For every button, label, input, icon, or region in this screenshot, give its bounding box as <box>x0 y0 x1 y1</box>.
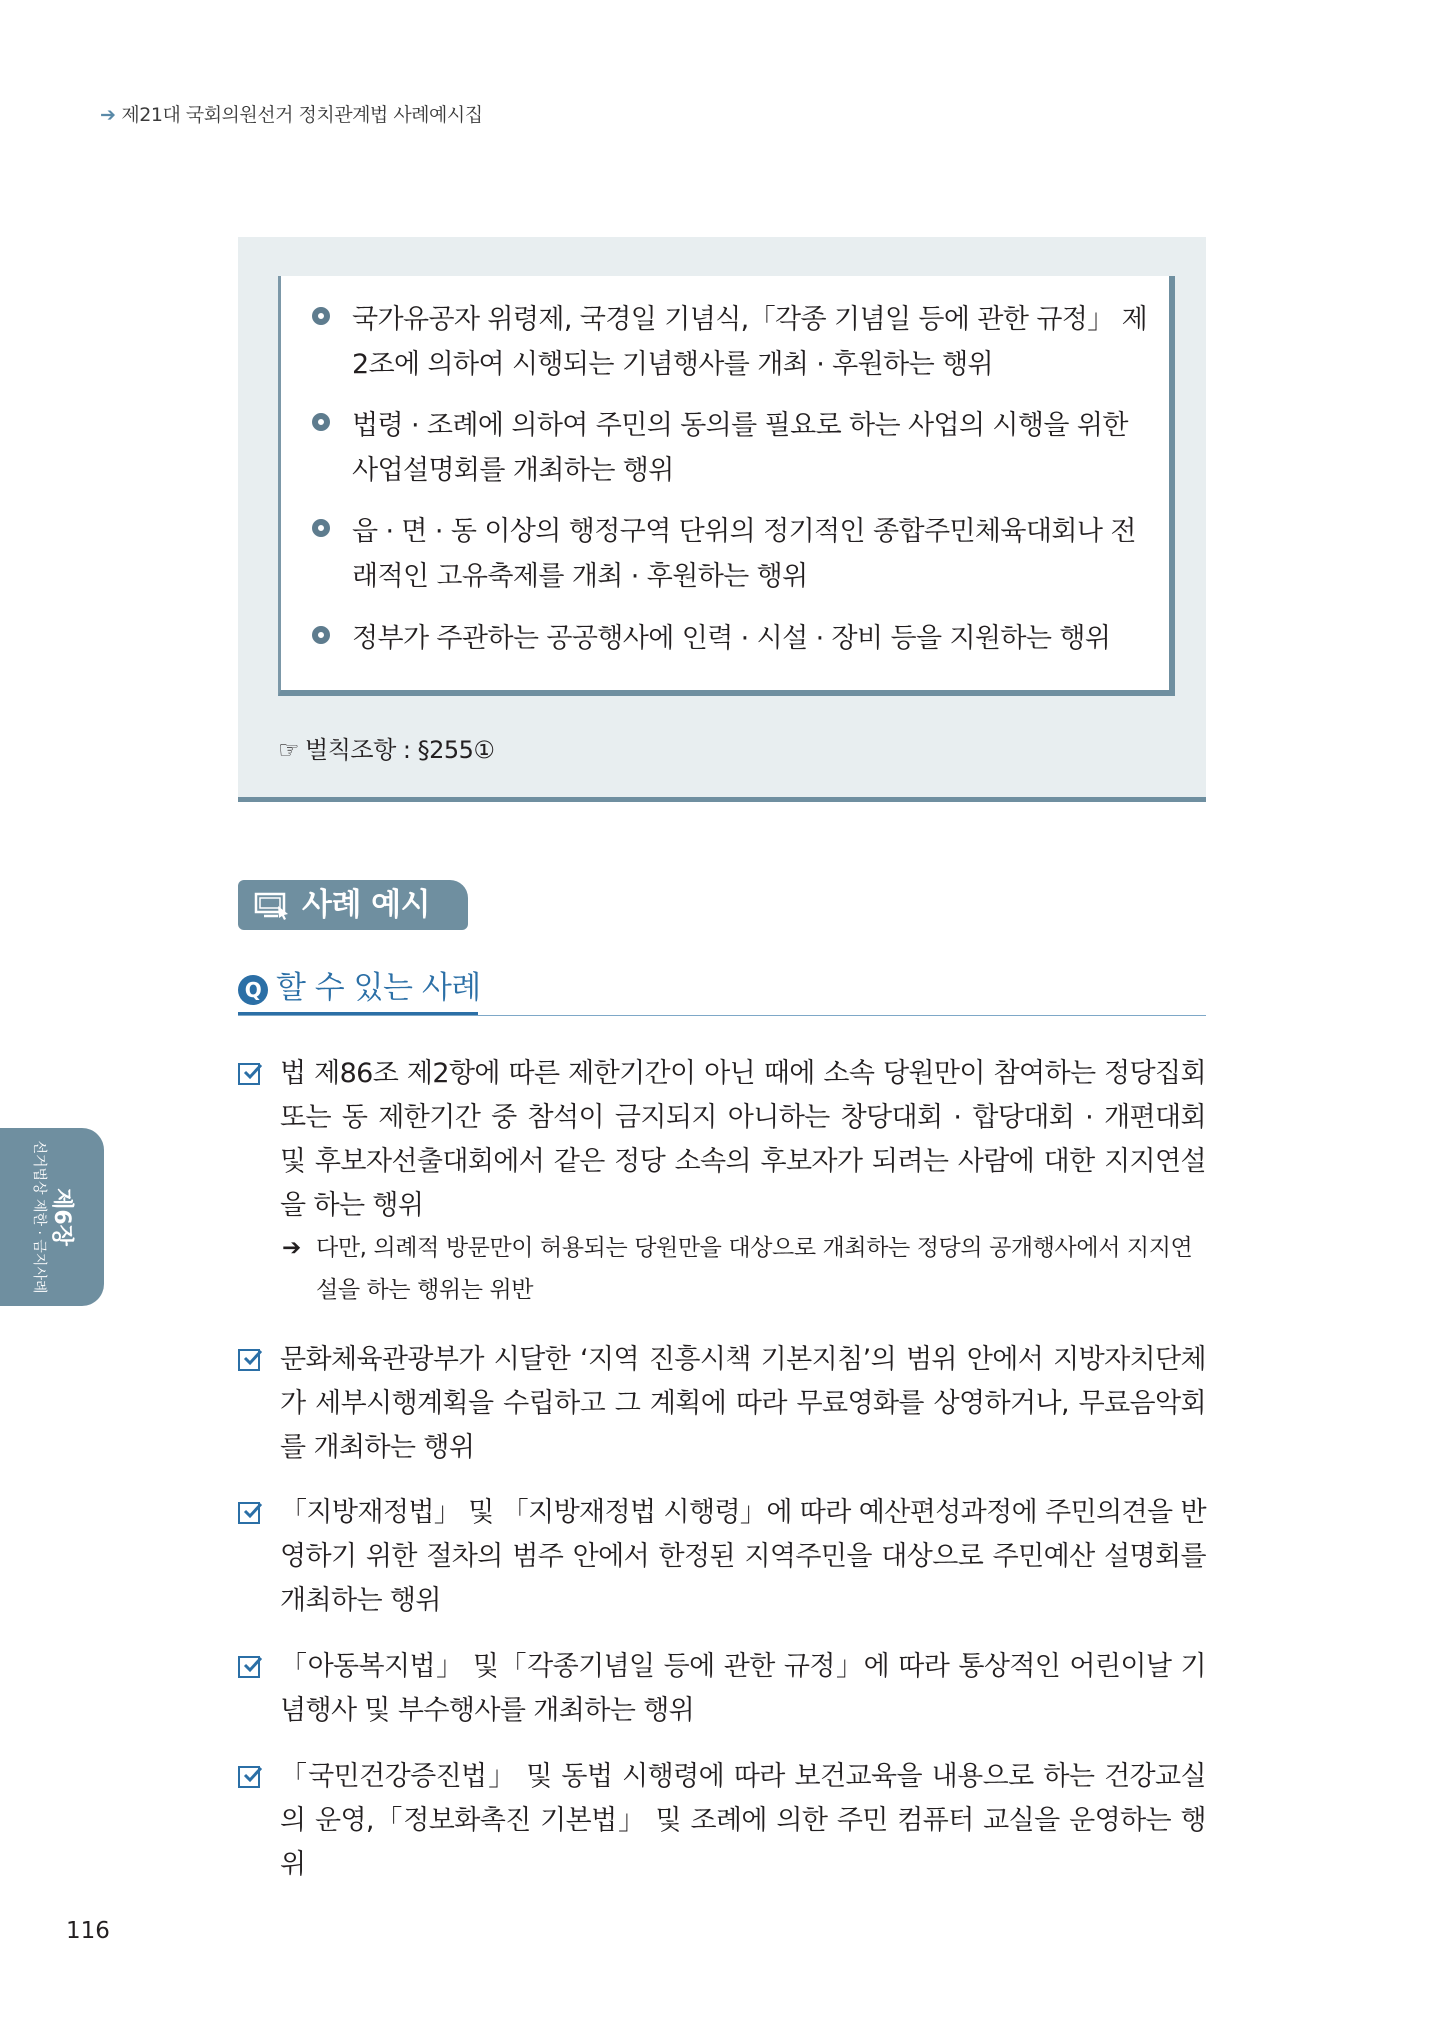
checkbox-icon <box>238 1063 260 1085</box>
case-item <box>238 1052 1206 1228</box>
case-text: 「지방재정법」 및 「지방재정법 시행령」에 따라 예산편성과정에 주민의견을 반영하기 위한 절차의 범주 안에서 한정된 지역주민을 대상으로 주민예산 설명회를 개최하는 행위 <box>280 1497 1206 1616</box>
page-number: 116 <box>66 1918 110 1944</box>
circle-bullet-icon <box>312 519 330 537</box>
subsection-header <box>238 968 481 1008</box>
provision-item <box>314 297 1154 387</box>
case-note <box>282 1227 1206 1311</box>
chapter-number: 제6장 <box>49 1188 74 1246</box>
pointing-hand-icon: ☞ <box>278 736 300 764</box>
checkbox-icon <box>238 1656 260 1678</box>
case-text: 문화체육관광부가 시달한 ‘지역 진흥시책 기본지침’의 범위 안에서 지방자치단체가 세부시행계획을 수립하고 그 계획에 따라 무료영화를 상영하거나, 무료음악회를 개최하는 행위 <box>280 1344 1206 1463</box>
monitor-icon <box>254 892 292 920</box>
penalty-clause <box>278 730 494 765</box>
checkbox-icon <box>238 1349 260 1371</box>
circle-bullet-icon <box>312 413 330 431</box>
provision-item-text: 정부가 주관하는 공공행사에 인력 · 시설 · 장비 등을 지원하는 행위 <box>352 623 1111 654</box>
penalty-text: 벌칙조항 : §255① <box>305 736 495 764</box>
case-item <box>238 1491 1206 1623</box>
case-note-text: 다만, 의례적 방문만이 허용되는 당원만을 대상으로 개최하는 정당의 공개행사에서 지지연설을 하는 행위는 위반 <box>316 1235 1193 1303</box>
running-header <box>100 100 483 127</box>
arrow-icon: ➔ <box>100 104 116 126</box>
provision-item-text: 국가유공자 위령제, 국경일 기념식,「각종 기념일 등에 관한 규정」 제2조에 의하여 시행되는 기념행사를 개최 · 후원하는 행위 <box>352 304 1148 380</box>
case-item <box>238 1645 1206 1733</box>
magnifier-q-icon: Q <box>238 975 268 1005</box>
circle-bullet-icon <box>312 307 330 325</box>
section-title: 사례 예시 <box>302 887 431 923</box>
case-text: 「아동복지법」 및「각종기념일 등에 관한 규정」에 따라 통상적인 어린이날 기념행사 및 부수행사를 개최하는 행위 <box>280 1651 1206 1726</box>
section-tag <box>238 880 468 930</box>
subsection-divider <box>238 1015 1206 1016</box>
provision-item <box>314 509 1154 599</box>
checkbox-icon <box>238 1502 260 1524</box>
case-item <box>238 1755 1206 1887</box>
book-title: 제21대 국회의원선거 정치관계법 사례예시집 <box>121 104 483 126</box>
case-text: 법 제86조 제2항에 따른 제한기간이 아닌 때에 소속 당원만이 참여하는 정당집회 또는 동 제한기간 중 참석이 금지되지 아니하는 창당대회 · 합당대회 · 개편대회 및 후보자선출대회에서 같은 정당 소속의 후보자가 되려는 사람에 대한 지지연설을 하는 행위 <box>280 1058 1206 1221</box>
provision-item-text: 법령 · 조례에 의하여 주민의 동의를 필요로 하는 사업의 시행을 위한 사업설명회를 개최하는 행위 <box>352 410 1128 486</box>
circle-bullet-icon <box>312 626 330 644</box>
subsection-title: 할 수 있는 사례 <box>276 970 481 1006</box>
case-item <box>238 1338 1206 1470</box>
chapter-subtitle: 선거법상 제한 · 금지사례 <box>31 1140 47 1294</box>
checkbox-icon <box>238 1766 260 1788</box>
provision-item <box>314 403 1154 493</box>
chapter-side-tab <box>0 1128 104 1306</box>
provision-item <box>314 616 1154 661</box>
case-text: 「국민건강증진법」 및 동법 시행령에 따라 보건교육을 내용으로 하는 건강교실의 운영,「정보화촉진 기본법」 및 조례에 의한 주민 컴퓨터 교실을 운영하는 행위 <box>280 1761 1206 1880</box>
provision-item-text: 읍 · 면 · 동 이상의 행정구역 단위의 정기적인 종합주민체육대회나 전래적인 고유축제를 개최 · 후원하는 행위 <box>352 516 1136 592</box>
arrow-icon: ➔ <box>282 1235 301 1261</box>
